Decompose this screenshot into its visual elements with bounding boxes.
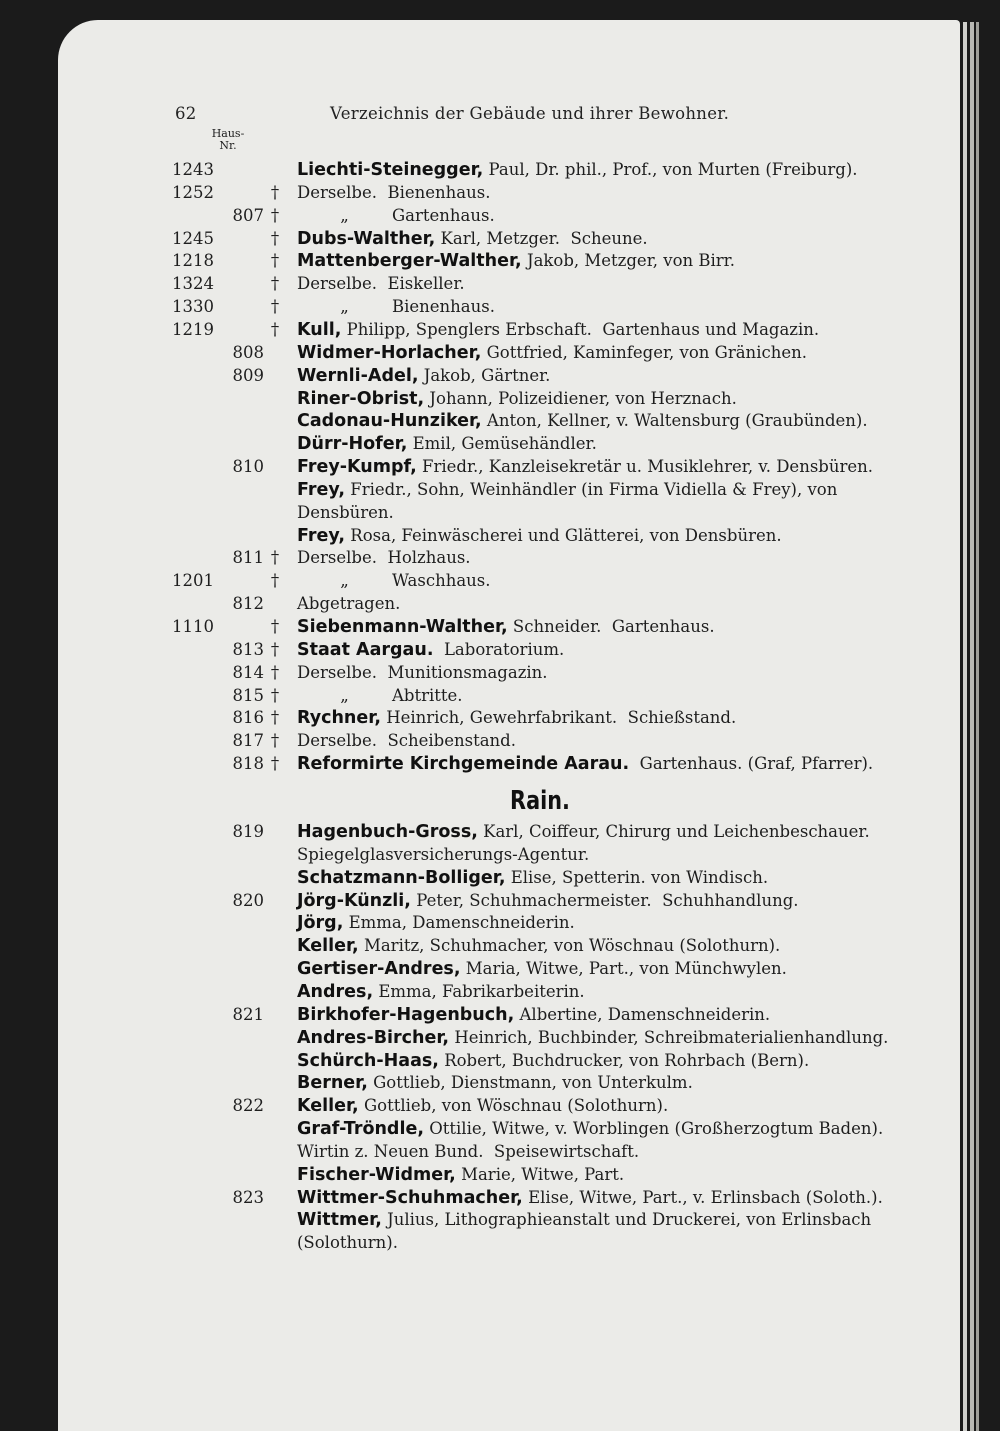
entry-text (297, 249, 735, 273)
entry-details: Albertine, Damenschneiderin. (514, 1004, 771, 1024)
entry-text (297, 615, 715, 639)
dagger-mark: † (270, 182, 280, 202)
entry-details: Jakob, Metzger, von Birr. (521, 251, 735, 271)
resident-name: Dürr-Hofer, (297, 434, 408, 455)
resident-name: Dubs-Walther, (297, 228, 436, 249)
dagger-mark: † (270, 662, 280, 682)
entry-text (297, 1117, 883, 1141)
entry-details: Friedr., Sohn, Weinhändler (in Firma Vidiella & Frey), von (345, 479, 838, 499)
entry-text (297, 934, 780, 958)
entry-text (297, 684, 463, 708)
entry-details: Bienenhaus. (392, 297, 495, 317)
old-house-number: 1245 (172, 228, 214, 248)
house-number: 820 (232, 890, 264, 910)
entry-details: Marie, Witwe, Part. (455, 1164, 625, 1184)
entry-text (297, 364, 550, 388)
entry-details: Emma, Damenschneiderin. (343, 913, 575, 933)
entry-text (297, 820, 870, 844)
resident-name: Mattenberger-Walther, (297, 251, 522, 272)
page-title: Verzeichnis der Gebäude und ihrer Bewohner. (330, 104, 730, 123)
entry-details: Elise, Spetterin. von Windisch. (505, 867, 769, 887)
entry-details: Friedr., Kanzleisekretär u. Musiklehrer, v. Densbüren. (416, 457, 873, 477)
entry-details: Waschhaus. (392, 571, 491, 591)
entry-details: Karl, Coiffeur, Chirurg und Leichenbeschauer. (477, 822, 870, 841)
old-house-number: 1324 (172, 274, 214, 294)
ditto-mark: „ (340, 297, 349, 317)
house-number: 812 (232, 594, 264, 614)
entry-details: Derselbe. Bienenhaus. (297, 182, 491, 202)
entry-details: Elise, Witwe, Part., v. Erlinsbach (Soloth.). (522, 1187, 883, 1207)
house-number: 822 (232, 1096, 264, 1116)
entry-details: Maria, Witwe, Part., von Münchwylen. (460, 959, 787, 979)
entry-details: Philipp, Spenglers Erbschaft. Gartenhaus und Magazin. (341, 319, 820, 339)
dagger-mark: † (270, 685, 280, 705)
house-number: 823 (232, 1187, 264, 1207)
entry-details: Jakob, Gärtner. (418, 365, 551, 385)
entry-text (297, 957, 787, 981)
entry-details: Gartenhaus. (392, 205, 495, 225)
entry-text (297, 1094, 668, 1118)
page-edge (976, 22, 979, 1431)
entry-text (297, 1208, 871, 1232)
resident-name: Reformirte Kirchgemeinde Aarau. (297, 754, 630, 775)
entry-text (297, 341, 807, 365)
entry-details: Anton, Kellner, v. Waltensburg (Graubünden). (481, 411, 868, 431)
old-house-number: 1110 (172, 617, 214, 636)
house-number: 815 (232, 685, 264, 705)
resident-name: Wittmer, (297, 1210, 382, 1231)
page-edge (963, 22, 967, 1431)
section-title: Rain. (510, 786, 570, 816)
entry-text (297, 1140, 639, 1164)
house-number: 807 (232, 205, 264, 225)
entry-details: Julius, Lithographieanstalt und Druckerei, von Erlinsbach (381, 1210, 872, 1230)
dagger-mark: † (270, 617, 280, 636)
resident-name: Wittmer-Schuhmacher, (297, 1187, 523, 1208)
entry-text (297, 501, 394, 525)
entry-details: Abtritte. (392, 685, 463, 705)
resident-name: Liechti-Steinegger, (297, 160, 484, 180)
entry-details: Laboratorium. (433, 639, 565, 659)
entry-text (297, 409, 868, 433)
entry-text (297, 204, 495, 228)
entry-details: Emil, Gemüsehändler. (407, 434, 597, 454)
resident-name: Riner-Obrist, (297, 388, 425, 409)
dagger-mark: † (270, 274, 280, 294)
entry-text (297, 638, 564, 662)
entry-details: Johann, Polizeidiener, von Herznach. (424, 388, 737, 408)
entry-text (297, 478, 837, 502)
dagger-mark: † (270, 639, 280, 659)
entry-details: Abgetragen. (297, 594, 401, 614)
entry-text (297, 752, 873, 776)
resident-name: Wernli-Adel, (297, 365, 419, 386)
house-number-column-label (205, 128, 251, 152)
entry-details: Peter, Schuhmachermeister. Schuhhandlung. (410, 890, 799, 910)
page-edge (970, 22, 974, 1431)
resident-name: Fischer-Widmer, (297, 1164, 456, 1185)
dagger-mark: † (270, 548, 280, 568)
entry-text (297, 158, 858, 182)
entry-text (297, 1026, 888, 1050)
dagger-mark: † (270, 571, 280, 591)
entry-details: Emma, Fabrikarbeiterin. (373, 981, 585, 1001)
house-number: 816 (232, 708, 264, 728)
old-house-number: 1252 (172, 182, 214, 202)
old-house-number: 1219 (172, 319, 214, 339)
entry-text (297, 889, 799, 913)
entry-text (297, 432, 597, 456)
resident-name: Graf-Tröndle, (297, 1119, 424, 1140)
entry-details: Gartenhaus. (Graf, Pfarrer). (629, 754, 874, 774)
entry-details: Gottlieb, Dienstmann, von Unterkulm. (367, 1073, 693, 1093)
resident-name: Birkhofer-Hagenbuch, (297, 1004, 515, 1025)
entry-details: Rosa, Feinwäscherei und Glätterei, von Densbüren. (345, 525, 782, 545)
column-label-line: Nr. (219, 139, 237, 152)
entry-text (297, 592, 400, 616)
page-number: 62 (175, 104, 197, 123)
dagger-mark: † (270, 708, 280, 728)
old-house-number: 1201 (172, 571, 214, 591)
entry-details: Heinrich, Gewehrfabrikant. Schießstand. (380, 708, 737, 728)
entry-details: Derselbe. Holzhaus. (297, 548, 471, 568)
entry-text (297, 569, 491, 593)
entry-details: Gottfried, Kaminfeger, von Gränichen. (481, 342, 807, 362)
entry-text (297, 843, 589, 867)
entry-text (297, 866, 768, 890)
dagger-mark: † (270, 297, 280, 317)
dagger-mark: † (270, 251, 280, 271)
house-number: 817 (232, 731, 264, 751)
entry-details: Gottlieb, von Wöschnau (Solothurn). (358, 1096, 669, 1116)
resident-name: Schatzmann-Bolliger, (297, 867, 506, 888)
house-number: 813 (232, 639, 264, 659)
entry-text (297, 272, 465, 296)
entry-text (297, 295, 495, 319)
house-number: 811 (232, 548, 264, 568)
entry-details: Paul, Dr. phil., Prof., von Murten (Freiburg). (483, 160, 858, 179)
resident-name: Cadonau-Hunziker, (297, 411, 482, 432)
resident-name: Hagenbuch-Gross, (297, 822, 478, 842)
resident-name: Siebenmann-Walther, (297, 617, 508, 637)
resident-name: Rychner, (297, 708, 381, 729)
house-number: 814 (232, 662, 264, 682)
entry-text (297, 227, 648, 251)
resident-name: Jörg, (297, 913, 344, 934)
entry-text (297, 546, 471, 570)
entry-details: Heinrich, Buchbinder, Schreibmaterialienhandlung. (449, 1027, 889, 1047)
entry-text (297, 318, 819, 342)
column-label-line: Haus- (211, 127, 245, 140)
resident-name: Jörg-Künzli, (297, 890, 411, 911)
old-house-number: 1218 (172, 251, 214, 271)
entry-text (297, 706, 736, 730)
entry-text (297, 524, 782, 548)
resident-name: Keller, (297, 936, 359, 957)
entry-text (297, 1071, 693, 1095)
entry-details: Derselbe. Eiskeller. (297, 274, 465, 294)
entry-details: (Solothurn). (297, 1233, 398, 1253)
resident-name: Berner, (297, 1073, 368, 1094)
dagger-mark: † (270, 319, 280, 339)
ditto-mark: „ (340, 205, 349, 225)
dagger-mark: † (270, 731, 280, 751)
resident-name: Andres, (297, 981, 374, 1002)
entry-text (297, 911, 575, 935)
entry-text (297, 387, 737, 411)
entry-text (297, 1231, 398, 1255)
dagger-mark: † (270, 205, 280, 225)
entry-text (297, 455, 873, 479)
running-header (0, 104, 1000, 128)
old-house-number: 1243 (172, 160, 214, 179)
house-number: 808 (232, 342, 264, 362)
resident-name: Frey-Kumpf, (297, 457, 417, 478)
resident-name: Gertiser-Andres, (297, 959, 461, 980)
entry-details: Derselbe. Scheibenstand. (297, 731, 516, 751)
entry-details: Wirtin z. Neuen Bund. Speisewirtschaft. (297, 1141, 640, 1161)
entry-text (297, 661, 548, 685)
entry-text (297, 1003, 770, 1027)
entry-text (297, 1049, 809, 1073)
house-number: 819 (232, 822, 264, 841)
house-number: 818 (232, 754, 264, 774)
resident-name: Kull, (297, 319, 342, 340)
resident-name: Frey, (297, 479, 346, 500)
entry-details: Karl, Metzger. Scheune. (435, 228, 648, 248)
ditto-mark: „ (340, 685, 349, 705)
resident-name: Keller, (297, 1096, 359, 1117)
entry-details: Schneider. Gartenhaus. (507, 617, 715, 636)
house-number: 809 (232, 365, 264, 385)
resident-name: Frey, (297, 525, 346, 546)
entry-details: Derselbe. Munitionsmagazin. (297, 662, 548, 682)
resident-name: Schürch-Haas, (297, 1050, 439, 1071)
dagger-mark: † (270, 754, 280, 774)
entry-text (297, 181, 490, 205)
entry-text (297, 729, 516, 753)
house-number: 810 (232, 457, 264, 477)
dagger-mark: † (270, 228, 280, 248)
ditto-mark: „ (340, 571, 349, 591)
entry-text (297, 1186, 883, 1210)
entry-details: Spiegelglasversicherungs-Agentur. (297, 844, 590, 864)
resident-name: Widmer-Horlacher, (297, 342, 482, 363)
entry-details: Densbüren. (297, 502, 394, 522)
entry-details: Ottilie, Witwe, v. Worblingen (Großherzogtum Baden). (423, 1119, 884, 1139)
entry-text (297, 1163, 624, 1187)
house-number: 821 (232, 1004, 264, 1024)
entry-text (297, 980, 585, 1004)
resident-name: Staat Aargau. (297, 639, 434, 660)
entry-details: Robert, Buchdrucker, von Rohrbach (Bern). (438, 1050, 810, 1070)
old-house-number: 1330 (172, 297, 214, 317)
entry-details: Maritz, Schuhmacher, von Wöschnau (Solothurn). (358, 936, 781, 956)
resident-name: Andres-Bircher, (297, 1027, 450, 1048)
